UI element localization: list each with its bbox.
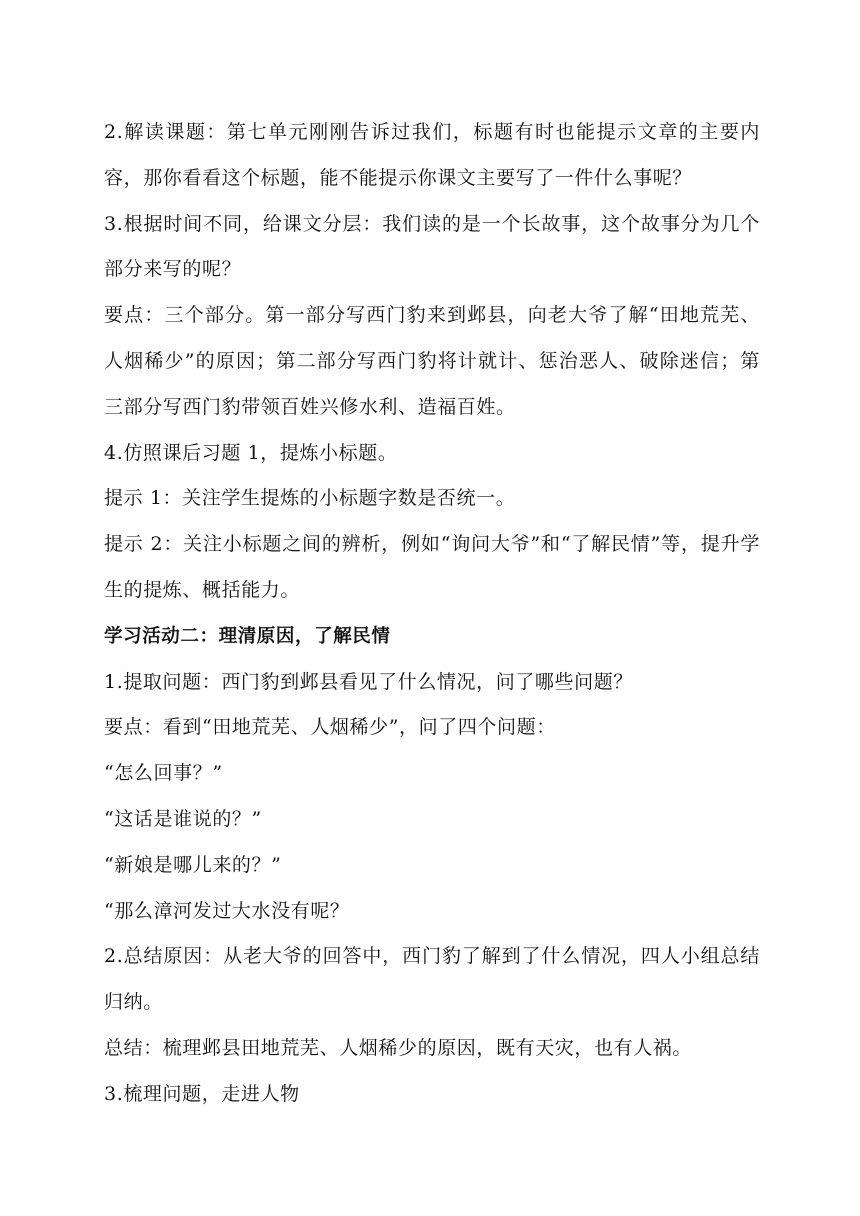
tip-2: 提示 2：关注小标题之间的辨析，例如“询问大爷”和“了解民情”等，提升学生的提炼、概括能力。 [104, 533, 760, 601]
question-1: “怎么回事？” [104, 762, 223, 785]
step-3-sort-questions: 3.梳理问题，走进人物 [104, 1082, 300, 1105]
step-2-summarize-reasons: 2.总结原因：从老大爷的回答中，西门豹了解到了什么情况，四人小组总结归纳。 [104, 945, 760, 1014]
document-body [104, 110, 760, 1118]
key-points-three-parts: 要点：三个部分。第一部分写西门豹来到邺县，向老大爷了解“田地荒芜、人烟稀少”的原因；第二部分写西门豹将计就计、惩治恶人、破除迷信；第三部分写西门豹带领百姓兴修水利、造福百姓。 [104, 304, 760, 418]
step-1-extract-questions: 1.提取问题：西门豹到邺县看见了什么情况，问了哪些问题？ [104, 670, 633, 693]
question-4: “那么漳河发过大水没有呢？ [104, 899, 350, 922]
activity-2-heading: 学习活动二：理清原因，了解民情 [104, 625, 391, 647]
question-3: “新娘是哪儿来的？” [104, 853, 282, 876]
step-2-interpret-title: 2.解读课题：第七单元刚刚告诉过我们，标题有时也能提示文章的主要内容，那你看看这个标题，能不能提示你课文主要写了一件什么事呢？ [104, 121, 760, 189]
tip-1: 提示 1：关注学生提炼的小标题字数是否统一。 [104, 487, 516, 510]
step-3-divide-layers: 3.根据时间不同，给课文分层：我们读的是一个长故事，这个故事分为几个部分来写的呢？ [104, 212, 760, 281]
summary: 总结：梳理邺县田地荒芜、人烟稀少的原因，既有天灾，也有人祸。 [104, 1036, 693, 1059]
key-points-four-questions: 要点：看到“田地荒芜、人烟稀少”，问了四个问题： [104, 716, 556, 739]
step-4-subtitles: 4.仿照课后习题 1，提炼小标题。 [104, 441, 398, 464]
question-2: “这话是谁说的？” [104, 807, 262, 830]
